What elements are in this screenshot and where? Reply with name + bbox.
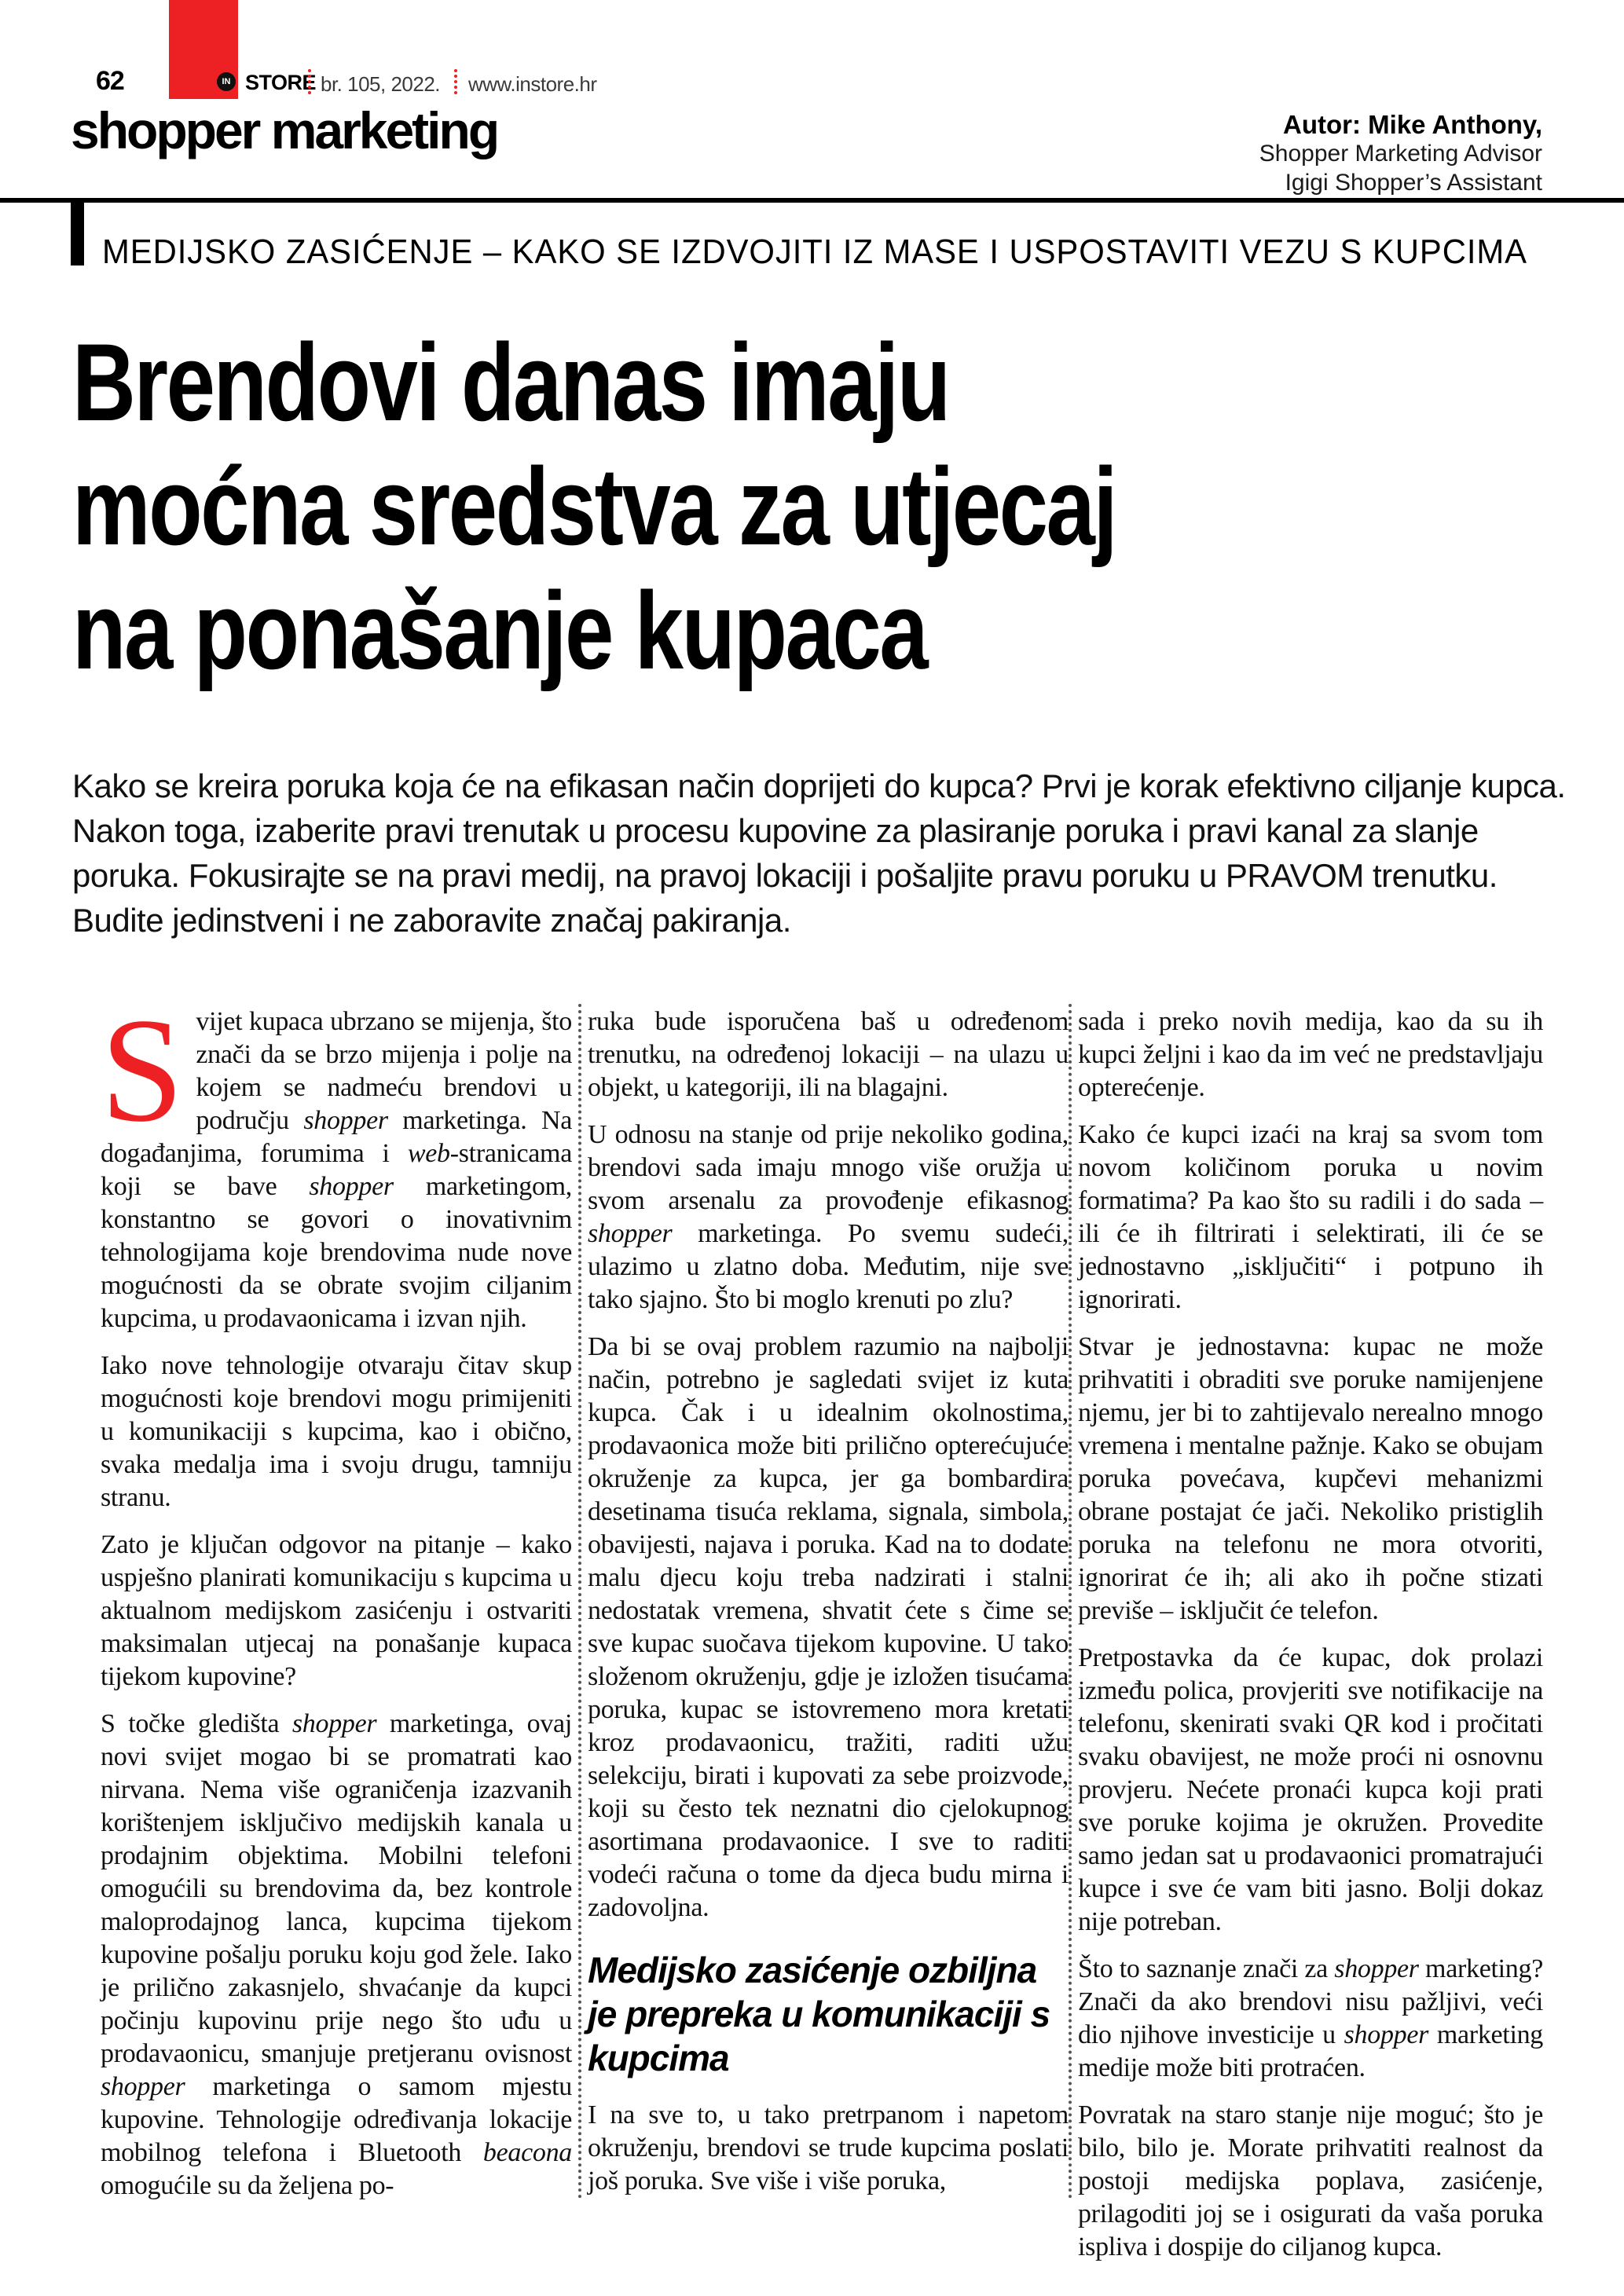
paragraph: I na sve to, u tako pretrpanom i napetom okruženju, brendovi se trude kupcima poslati još poruka. Sve više i više poruka,	[588, 2100, 1069, 2195]
paragraph: Iako nove tehnologije otvaraju čitav skup mogućnosti koje brendovi mogu primijeniti u komunikaciji s kupcima, kao i obično, svaka medalja ima i svoju drugu, tamniju stranu.	[101, 1351, 572, 1512]
paragraph: Kako će kupci izaći na kraj sa svom tom novom količinom poruka u novim formatima? Pa kao što su radili i do sada – ili će ih filtrirati i selektirati, ili će se jednostavno „isključiti“ i potpuno ih ignorirati.	[1078, 1120, 1543, 1314]
paragraph: Svijet kupaca ubrzano se mijenja, što znači da se brzo mijenja i polje na kojem se nadmeću brendovi u području shopper marketinga. Na događanjima, forumima i web-stranicama koji se bave shopper marketingom, konstantno se govori o inovativnim tehnologijama koje brendovima nude nove mogućnosti da se obrate svojim ciljanim kupcima, u prodavaonicama i izvan njih.	[101, 988, 573, 1333]
header-divider-icon	[308, 69, 311, 94]
column-separator	[1069, 1004, 1072, 2199]
paragraph: Zato je ključan odgovor na pitanje – kako uspješno planirati komunikaciju s kupcima u aktualnom medijskom zasićenju i ostvariti maksimalan utjecaj na ponašanje kupaca tijekom kupovine?	[101, 1530, 572, 1691]
subheading: Medijsko zasićenje ozbiljna je prepreka u komunikaciji s kupcima	[588, 1950, 1050, 2078]
issue-number: br. 105, 2022.	[321, 72, 441, 96]
headline-line: Brendovi danas imaju	[72, 320, 949, 444]
instore-logo-wordmark: STORE	[245, 71, 317, 94]
drop-cap: S	[101, 988, 184, 1153]
article-intro: Kako se kreira poruka koja će na efikasan način doprijeti do kupca? Prvi je korak efektivno ciljanje kupca. Nakon toga, izaberite pravi trenutak u procesu kupovine za plasiranje poruka i pravi kanal za slanje poruka. Fokusirajte se na pravi medij, na pravoj lokaciji i pošaljite pravu poruku u PRAVOM trenutku. Budite jedinstveni i ne zaboravite značaj pakiranja.	[72, 767, 1566, 939]
paragraph: Da bi se ovaj problem razumio na najbolji način, potrebno je sagledati svijet iz kuta kupca. Čak i u idealnim okolnostima, prodavaonica može biti prilično opterećujuće okruženje za kupca, jer ga bombardira desetinama tisuća reklama, signala, simbola, obavijesti, najava i poruka. Kad na to dodate malu djecu koju treba nadzirati i stalni nedostatak vremena, shvatit ćete s čime se sve kupac suočava tijekom kupovine. U tako složenom okruženju, gdje je izložen tisućama poruka, kupac se istovremeno mora kretati kroz prodavaonicu, tražiti, raditi užu selekciju, birati i kupovati za sebe proizvode, koji su često tek neznatni dio cjelokupnog asortimana prodavaonice. I sve to raditi vodeći računa o tome da djeca budu mirna i zadovoljna.	[588, 1332, 1069, 1922]
headline-line: moćna sredstva za utjecaj	[72, 445, 1116, 568]
paragraph: Pretpostavka da će kupac, dok prolazi između polica, provjeriti sve notifikacije na telefonu, skenirati svaki QR kod i pročitati svaku obavijest, ne može proći ni osnovnu provjeru. Nećete pronaći kupca koji prati sve poruke kojima je okružen. Provedite samo jedan sat u prodavaonici promatrajući kupce i sve će vam biti jasno. Bolji dokaz nije potreban.	[1078, 1643, 1543, 1936]
website-url: www.instore.hr	[468, 72, 597, 96]
header-rule	[0, 198, 1624, 203]
headline	[72, 320, 1377, 693]
headline-line: na ponašanje kupaca	[72, 569, 927, 692]
author-company: Igigi Shopper’s Assistant	[1285, 170, 1542, 196]
paragraph: sada i preko novih medija, kao da su ih kupci željni i kao da im već ne predstavljaju opterećenje.	[1078, 1007, 1543, 1102]
article-column-2	[588, 1005, 1069, 2212]
paragraph: ruka bude isporučena baš u određenom trenutku, na određenoj lokaciji – na ulazu u objekt, u kategoriji, ili na blagajni.	[588, 1007, 1069, 1102]
author-block	[1259, 110, 1542, 197]
paragraph: U odnosu na stanje od prije nekoliko godina, brendovi sada imaju mnogo više oružja u svom arsenalu za provođenje efikasnog shopper marketinga. Po svemu sudeći, ulazimo u zlatno doba. Međutim, nije sve tako sjajno. Što bi moglo krenuti po zlu?	[588, 1120, 1069, 1314]
paragraph: Povratak na staro stanje nije moguć; što je bilo, bilo je. Morate prihvatiti realnost da postoji medijska poplava, zasićenje, prilagoditi joj se i osigurati da vaša poruka ispliva i dospije do ciljanog kupca.	[1078, 2100, 1543, 2261]
page-number: 62	[96, 66, 124, 96]
column-separator	[578, 1004, 581, 2199]
paragraph: S točke gledišta shopper marketinga, ovaj novi svijet mogao bi se promatrati kao nirvana. Nema više ograničenja izazvanih korištenjem isključivo medijskih kanala u prodajnim objektima. Mobilni telefoni omogućili su brendovima da, bez kontrole maloprodajnog lanca, kupcima tijekom kupovine pošalju poruku koju god žele. Iako je prilično zakasnjelo, shvaćanje da kupci počinju kupovinu prije nego što uđu u prodavaonicu, smanjuje pretjeranu ovisnost shopper marketinga o samom mjestu kupovine. Tehnologije određivanja lokacije mobilnog telefona i Bluetooth beacona omogućile su da željena po-	[101, 1709, 572, 2200]
article-column-3	[1078, 1005, 1543, 2278]
paragraph: Stvar je jednostavna: kupac ne može prihvatiti i obraditi sve poruke namijenjene njemu, jer bi to zahtijevalo nerealno mnogo vremena i mentalne pažnje. Kako se obujam poruka povećava, kupčevi mehanizmi obrane postajat će jači. Nekoliko pristiglih poruka na telefonu ne mora otvoriti, ignorirat će ih; ali ako ih počne stizati previše – isključit će telefon.	[1078, 1332, 1543, 1625]
kicker: MEDIJSKO ZASIĆENJE – KAKO SE IZDVOJITI IZ MASE I USPOSTAVITI VEZU S KUPCIMA	[102, 233, 1527, 271]
paragraph: Što to saznanje znači za shopper marketing? Znači da ako brendovi nisu pažljivi, veći dio njihove investicije u shopper marketing medije može biti protraćen.	[1078, 1954, 1543, 2082]
article-column-1	[101, 988, 573, 2217]
kicker-bar	[71, 203, 84, 265]
header-divider-icon	[454, 69, 457, 94]
instore-logo-icon: IN	[217, 72, 236, 91]
section-title: shopper marketing	[71, 101, 498, 159]
author-name: Autor: Mike Anthony,	[1283, 110, 1542, 139]
author-role: Shopper Marketing Advisor	[1259, 141, 1542, 167]
